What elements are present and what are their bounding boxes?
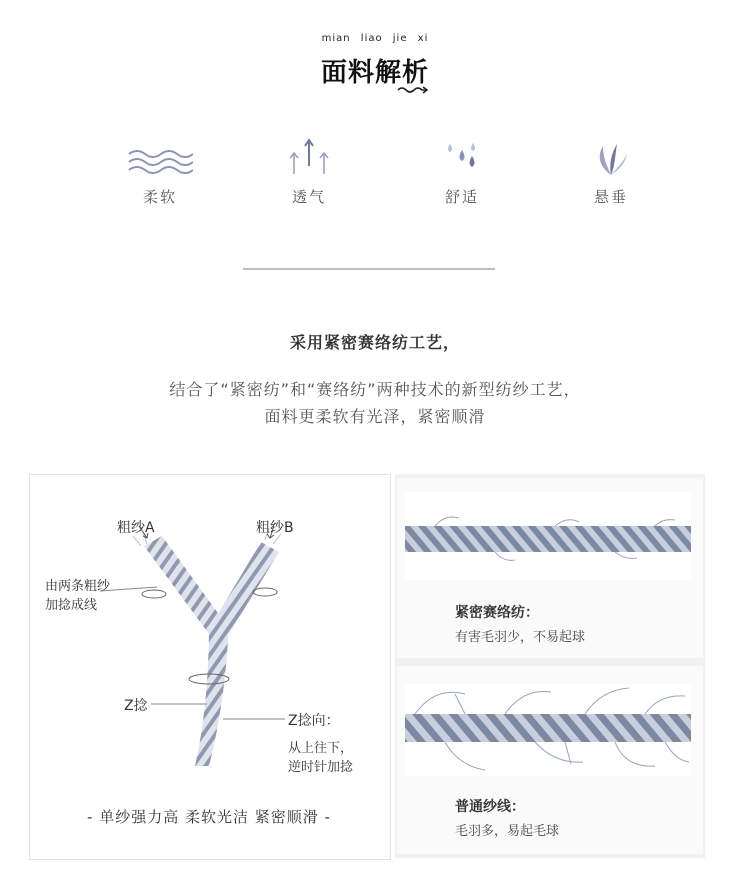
label-direction-2: 逆时针加捻	[288, 760, 354, 775]
label-z-twist: Z捻	[124, 698, 148, 714]
feature-comfort	[402, 142, 522, 207]
wave-icon	[127, 148, 193, 176]
feature-label: 柔软	[142, 188, 177, 206]
feature-drape	[551, 142, 671, 207]
label-direction-1: 从上往下，	[288, 741, 354, 756]
squiggle-arrow-icon	[396, 84, 430, 96]
feature-breathable	[249, 138, 369, 207]
label-yarn-b: 粗纱B	[256, 520, 294, 536]
intro-lead: 采用紧密赛络纺工艺，	[289, 333, 460, 352]
normal-yarn-image	[405, 684, 691, 776]
divider	[243, 268, 495, 270]
label-yarn-a: 粗纱A	[117, 520, 155, 536]
normal-desc: 毛羽多，易起毛球	[455, 824, 560, 839]
header-pinyin: mian liao jie xi	[321, 33, 429, 44]
feature-label: 悬垂	[593, 188, 628, 206]
y-yarn-diagram	[29, 474, 389, 858]
page-title: 面料解析	[320, 58, 429, 88]
label-z-direction: Z捻向：	[288, 713, 340, 729]
label-combine-2: 加捻成线	[45, 598, 98, 613]
up-arrows-icon	[284, 138, 334, 176]
intro-line-2: 面料更柔软有光泽，紧密顺滑	[264, 407, 486, 426]
plant-icon	[591, 142, 631, 176]
compact-title: 紧密赛络纺：	[455, 605, 539, 621]
normal-title: 普通纱线：	[455, 799, 525, 815]
feature-soft	[100, 148, 220, 207]
compact-desc: 有害毛羽少，不易起球	[455, 630, 586, 645]
slogan: - 单纱强力高 柔软光洁 紧密顺滑 -	[87, 808, 331, 826]
label-combine-1: 由两条粗纱	[45, 579, 111, 594]
intro-line-1: 结合了“紧密纺”和“赛络纺”两种技术的新型纺纱工艺，	[169, 380, 581, 399]
droplets-icon	[442, 142, 482, 176]
compact-yarn-image	[405, 492, 691, 580]
feature-label: 舒适	[444, 188, 479, 206]
feature-label: 透气	[291, 188, 326, 206]
